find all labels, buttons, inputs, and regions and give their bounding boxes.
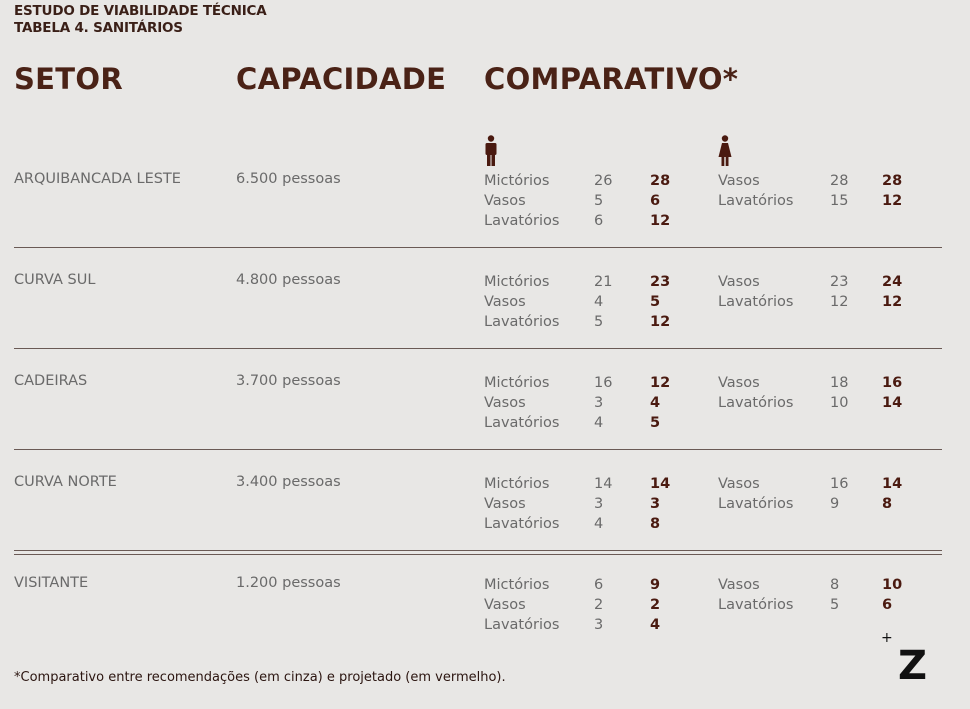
female-recommended-value: 28	[830, 173, 849, 189]
female-projected-value: 24	[882, 274, 903, 290]
female-recommended-value: 10	[830, 395, 849, 411]
female-recommended-value: 23	[830, 274, 849, 290]
female-item-label: Vasos	[718, 274, 760, 290]
table-row	[0, 272, 970, 372]
male-recommended-value: 21	[594, 274, 613, 290]
female-item-label: Vasos	[718, 375, 760, 391]
female-recommended-value: 8	[830, 577, 840, 593]
female-item-label: Vasos	[718, 173, 760, 189]
table-row	[0, 373, 970, 473]
row-divider	[14, 348, 942, 349]
female-projected-value: 28	[882, 173, 903, 189]
female-recommended-value: 5	[830, 597, 840, 613]
table-row	[0, 474, 970, 574]
male-projected-value: 5	[650, 294, 661, 310]
male-recommended-value: 26	[594, 173, 613, 189]
male-projected-value: 28	[650, 173, 671, 189]
male-projected-value: 12	[650, 314, 671, 330]
column-header-capacidade: CAPACIDADE	[236, 62, 447, 96]
male-projected-value: 8	[650, 516, 661, 532]
male-recommended-value: 5	[594, 193, 604, 209]
male-item-label: Mictórios	[484, 476, 550, 492]
male-projected-value: 14	[650, 476, 671, 492]
male-recommended-value: 4	[594, 294, 604, 310]
male-recommended-value: 5	[594, 314, 604, 330]
female-item-label: Lavatórios	[718, 294, 794, 310]
sector-capacity: 3.400 pessoas	[236, 474, 341, 490]
female-projected-value: 8	[882, 496, 893, 512]
female-item-label: Lavatórios	[718, 395, 794, 411]
male-projected-value: 3	[650, 496, 661, 512]
male-recommended-value: 4	[594, 516, 604, 532]
male-item-label: Mictórios	[484, 173, 550, 189]
male-recommended-value: 3	[594, 496, 604, 512]
row-divider	[14, 449, 942, 450]
sector-name: CURVA NORTE	[14, 474, 117, 490]
male-recommended-value: 3	[594, 617, 604, 633]
male-recommended-value: 2	[594, 597, 604, 613]
sector-name: VISITANTE	[14, 575, 89, 591]
male-projected-value: 2	[650, 597, 661, 613]
sector-name: CURVA SUL	[14, 272, 96, 288]
sector-capacity: 6.500 pessoas	[236, 171, 341, 187]
male-projected-value: 4	[650, 617, 661, 633]
male-item-label: Vasos	[484, 193, 526, 209]
female-recommended-value: 18	[830, 375, 849, 391]
table-row	[0, 575, 970, 675]
sector-capacity: 4.800 pessoas	[236, 272, 341, 288]
male-item-label: Lavatórios	[484, 617, 560, 633]
male-item-label: Vasos	[484, 395, 526, 411]
female-recommended-value: 15	[830, 193, 849, 209]
row-divider	[14, 550, 942, 551]
female-item-label: Lavatórios	[718, 597, 794, 613]
male-item-label: Mictórios	[484, 375, 550, 391]
sector-name: ARQUIBANCADA LESTE	[14, 171, 181, 187]
male-item-label: Lavatórios	[484, 516, 560, 532]
male-projected-value: 6	[650, 193, 661, 209]
document-header	[14, 3, 266, 37]
male-item-label: Vasos	[484, 294, 526, 310]
male-projected-value: 4	[650, 395, 661, 411]
female-projected-value: 12	[882, 294, 903, 310]
sector-capacity: 1.200 pessoas	[236, 575, 341, 591]
header-line-1: ESTUDO DE VIABILIDADE TÉCNICA	[14, 3, 267, 19]
male-item-label: Mictórios	[484, 577, 550, 593]
female-projected-value: 14	[882, 395, 903, 411]
male-item-label: Vasos	[484, 496, 526, 512]
male-recommended-value: 14	[594, 476, 613, 492]
male-item-label: Lavatórios	[484, 314, 560, 330]
female-item-label: Vasos	[718, 577, 760, 593]
logo-plus: +	[881, 630, 893, 646]
male-recommended-value: 6	[594, 577, 604, 593]
female-projected-value: 16	[882, 375, 903, 391]
male-item-label: Lavatórios	[484, 415, 560, 431]
male-projected-value: 9	[650, 577, 661, 593]
row-divider	[14, 247, 942, 248]
female-item-label: Vasos	[718, 476, 760, 492]
male-item-label: Lavatórios	[484, 213, 560, 229]
male-projected-value: 12	[650, 213, 671, 229]
female-projected-value: 12	[882, 193, 903, 209]
male-recommended-value: 16	[594, 375, 613, 391]
row-divider	[14, 554, 942, 555]
female-projected-value: 6	[882, 597, 893, 613]
female-item-label: Lavatórios	[718, 496, 794, 512]
male-projected-value: 12	[650, 375, 671, 391]
female-recommended-value: 16	[830, 476, 849, 492]
female-recommended-value: 12	[830, 294, 849, 310]
male-projected-value: 5	[650, 415, 661, 431]
male-icon	[484, 135, 498, 167]
female-recommended-value: 9	[830, 496, 840, 512]
male-projected-value: 23	[650, 274, 671, 290]
female-projected-value: 14	[882, 476, 903, 492]
sector-name: CADEIRAS	[14, 373, 88, 389]
column-header-comparativo: COMPARATIVO*	[484, 62, 739, 96]
male-recommended-value: 3	[594, 395, 604, 411]
male-item-label: Vasos	[484, 597, 526, 613]
male-recommended-value: 4	[594, 415, 604, 431]
table-row	[0, 171, 970, 271]
logo: Z	[898, 643, 928, 689]
female-item-label: Lavatórios	[718, 193, 794, 209]
male-item-label: Mictórios	[484, 274, 550, 290]
male-recommended-value: 6	[594, 213, 604, 229]
header-line-2: TABELA 4. SANITÁRIOS	[14, 20, 183, 36]
footnote: *Comparativo entre recomendações (em cinza) e projetado (em vermelho).	[14, 670, 506, 685]
female-projected-value: 10	[882, 577, 903, 593]
column-header-setor: SETOR	[14, 62, 123, 96]
female-icon	[718, 135, 732, 167]
sector-capacity: 3.700 pessoas	[236, 373, 341, 389]
